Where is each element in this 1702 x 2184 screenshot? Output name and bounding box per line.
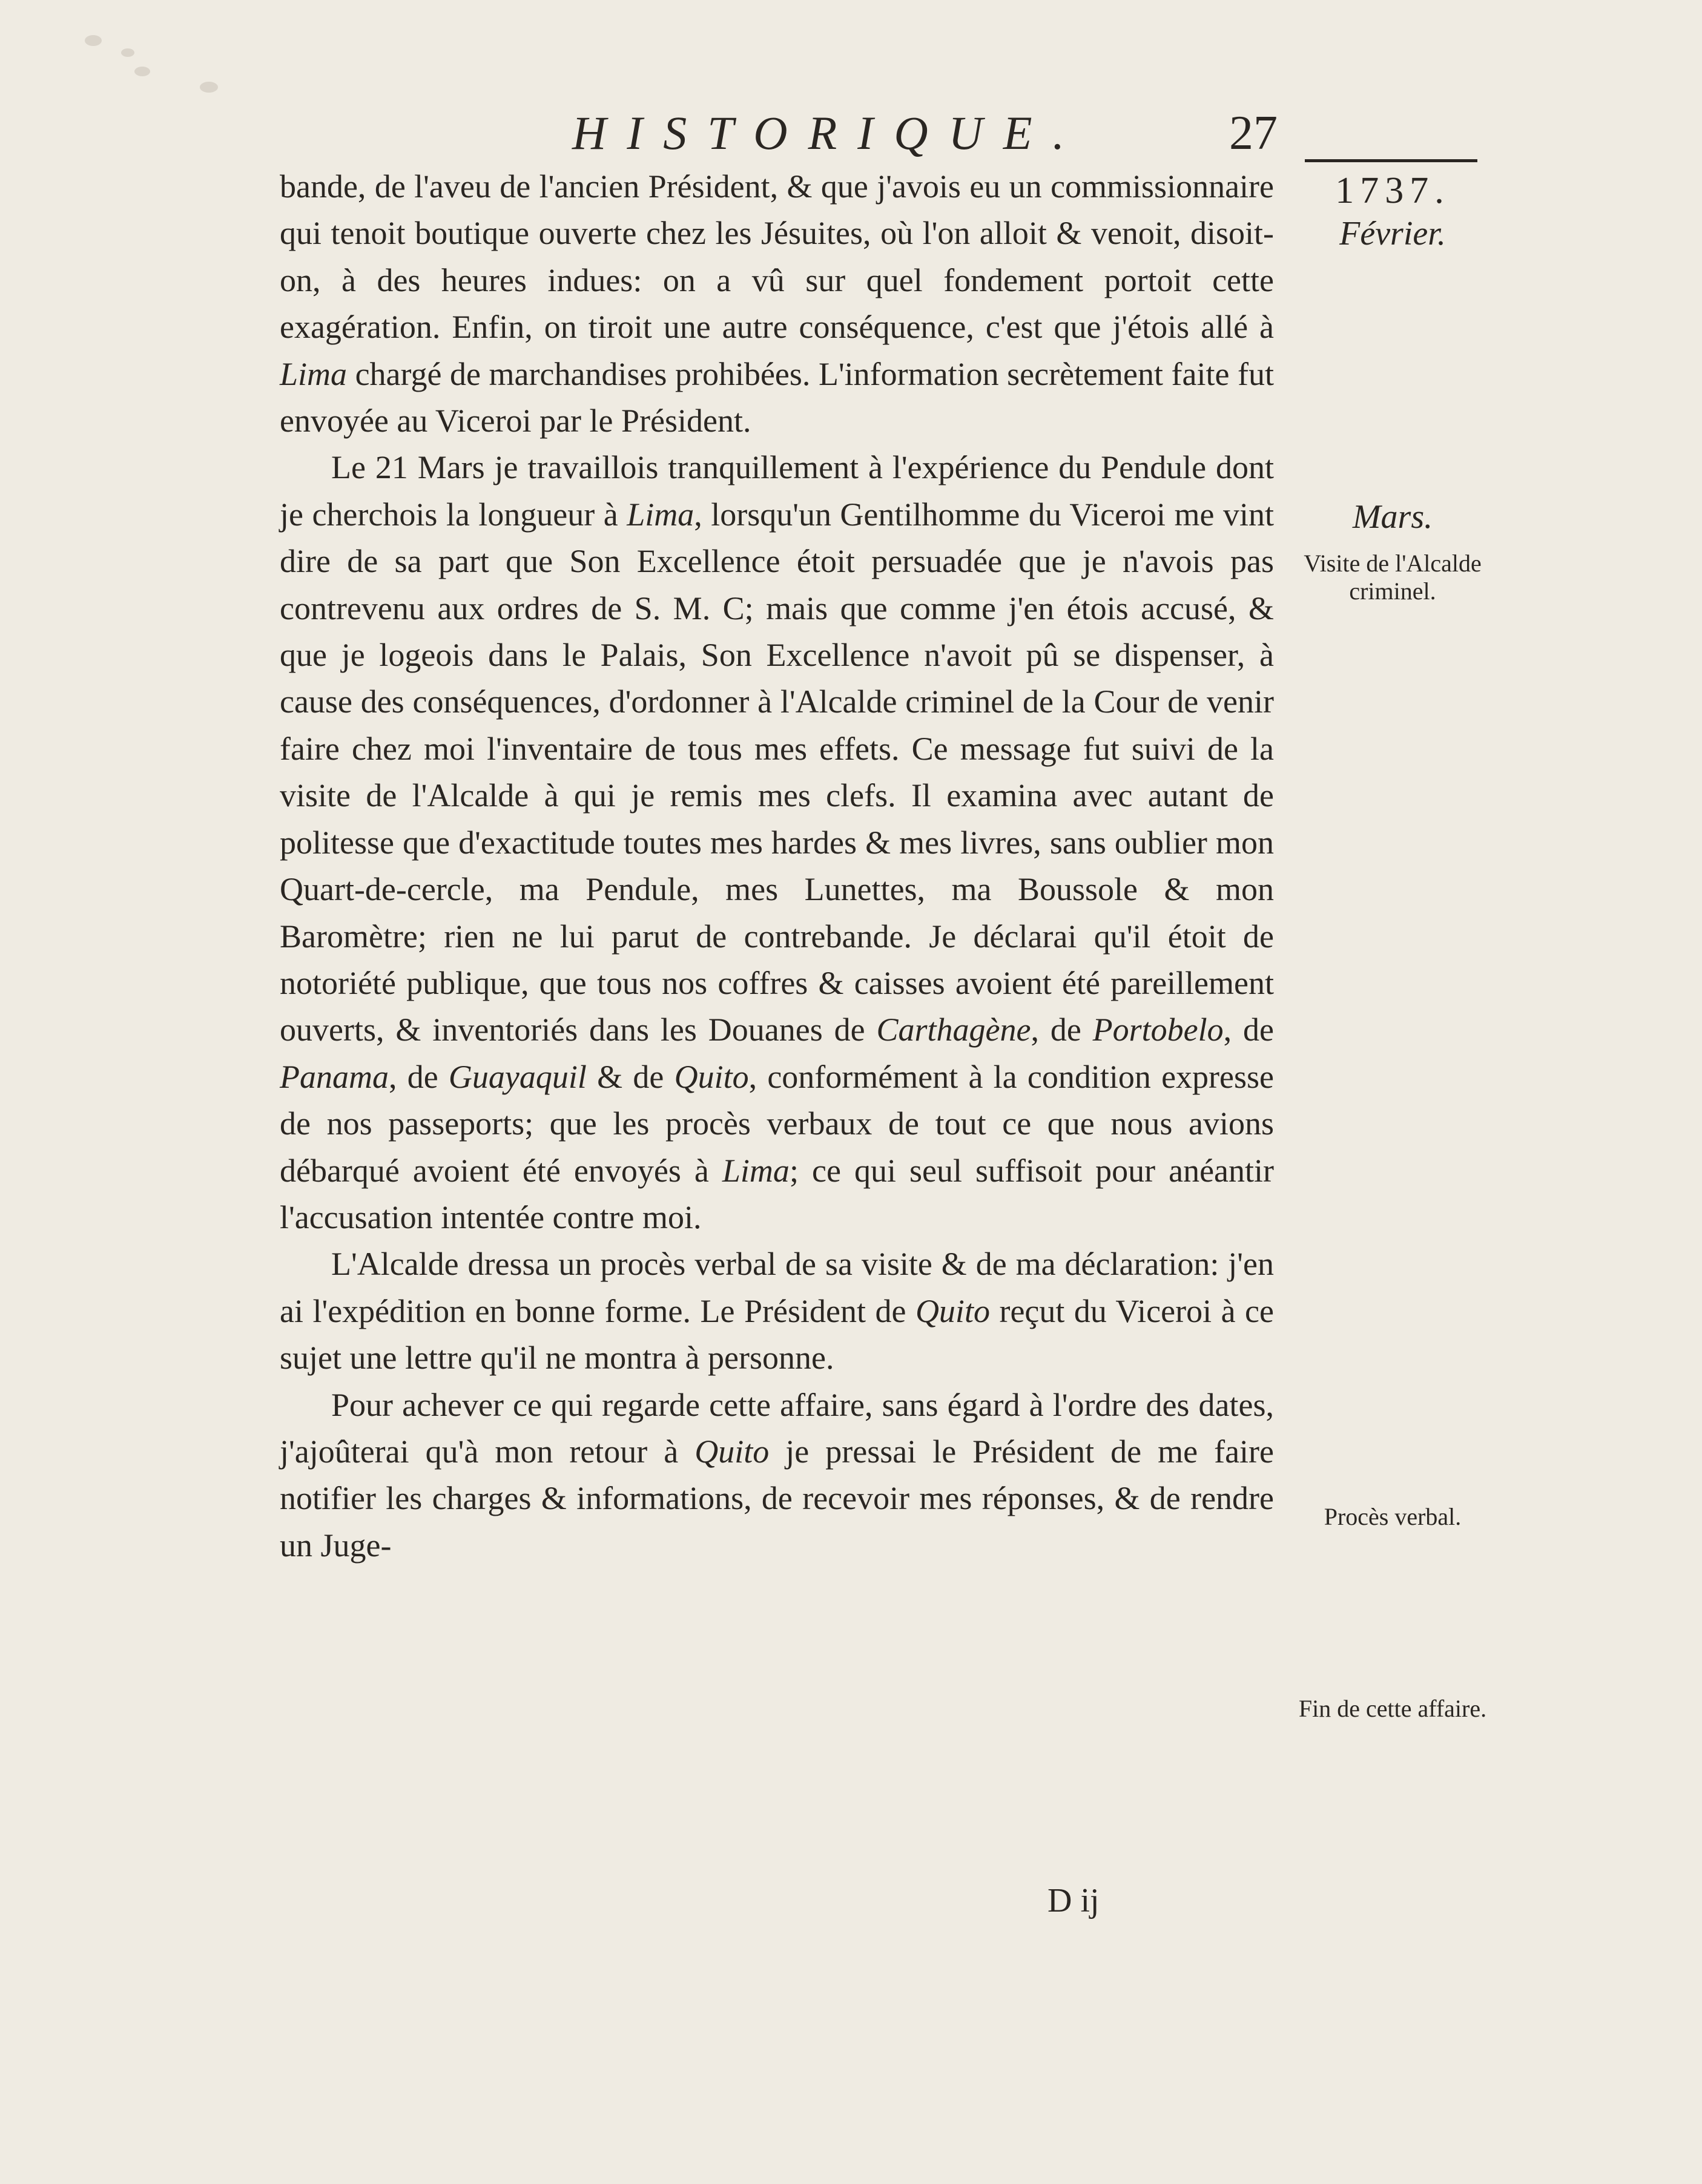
margin-note-fin: Fin de cette affaire. [1298,1695,1487,1722]
main-text [280,163,1274,1569]
page-number: 27 [1229,107,1278,160]
paragraph-3: L'Alcalde dressa un procès verbal de sa visite & de ma déclaration: j'en ai l'expédition en bonne forme. Le Président de Quito reçut du Viceroi à ce sujet une lettre qu'il ne montra à personne. [280,1246,1274,1377]
margin-note-proces-verbal: Procès verbal. [1324,1503,1462,1530]
paper-stain [200,82,218,93]
margin-month-fevrier: Février. [1339,215,1446,252]
running-title: HISTORIQUE. [572,107,1086,159]
paper-stain [134,67,150,76]
paragraph-1: bande, de l'aveu de l'ancien Président, & que j'avois eu un commissionnaire qui tenoit boutique ouverte chez les Jésuites, où l'on alloit & venoit, disoit-on, à des heures indues: on a vû sur quel fondement portoit cette exagération. Enfin, on tiroit une autre conséquence, c'est que j'étois allé à Lima chargé de marchandises prohibées. L'information secrètement faite fut envoyée au Viceroi par le Président. [280,168,1274,439]
paragraph-4: Pour achever ce qui regarde cette affaire, sans égard à l'ordre des dates, j'ajoûterai qu'à mon retour à Quito je pressai le Président de me faire notifier les charges & informations, de recevoir mes réponses, & de rendre un Juge- [280,1386,1274,1564]
page-header [266,100,1296,166]
signature-mark: D ij [1047,1882,1100,1919]
margin-notes [1296,0,1489,2184]
margin-month-mars: Mars. [1352,498,1433,536]
paragraph-2: Le 21 Mars je travaillois tranquillement à l'expérience du Pendule dont je cherchois la longueur à Lima, lorsqu'un Gentilhomme du Viceroi me vint dire de sa part que Son Excellence étoit persuadée que je n'avois pas contrevenu aux ordres de S. M. C; mais que comme j'en étois accusé, & que je logeois dans le Palais, Son Excellence n'avoit pû se dispenser, à cause des conséquences, d'ordonner à l'Alcalde criminel de la Cour de venir faire chez moi l'inventaire de tous mes effets. Ce message fut suivi de la visite de l'Alcalde à qui je remis mes clefs. Il examina avec autant de politesse que d'exactitude toutes mes hardes & mes livres, sans oublier mon Quart-de-cercle, ma Pendule, mes Lunettes, ma Boussole & mon Baromètre; rien ne lui parut de contrebande. Je déclarai qu'il étoit de notoriété publique, que tous nos coffres & caisses avoient été pareillement ouverts, & inventoriés dans les Douanes de Carthagène, de Portobelo, de Panama, de Guayaquil & de Quito, conformément à la condition expresse de nos passeports; que les procès verbaux de tout ce que nous avions débarqué avoient été envoyés à Lima; ce qui seul suffisoit pour anéantir l'accusation intentée contre moi. [280,449,1275,1235]
paper-stain [121,48,134,57]
margin-note-visite: Visite de l'Alcalde criminel. [1304,550,1482,605]
paper-stain [85,35,102,46]
margin-year: 1737. [1335,170,1450,211]
